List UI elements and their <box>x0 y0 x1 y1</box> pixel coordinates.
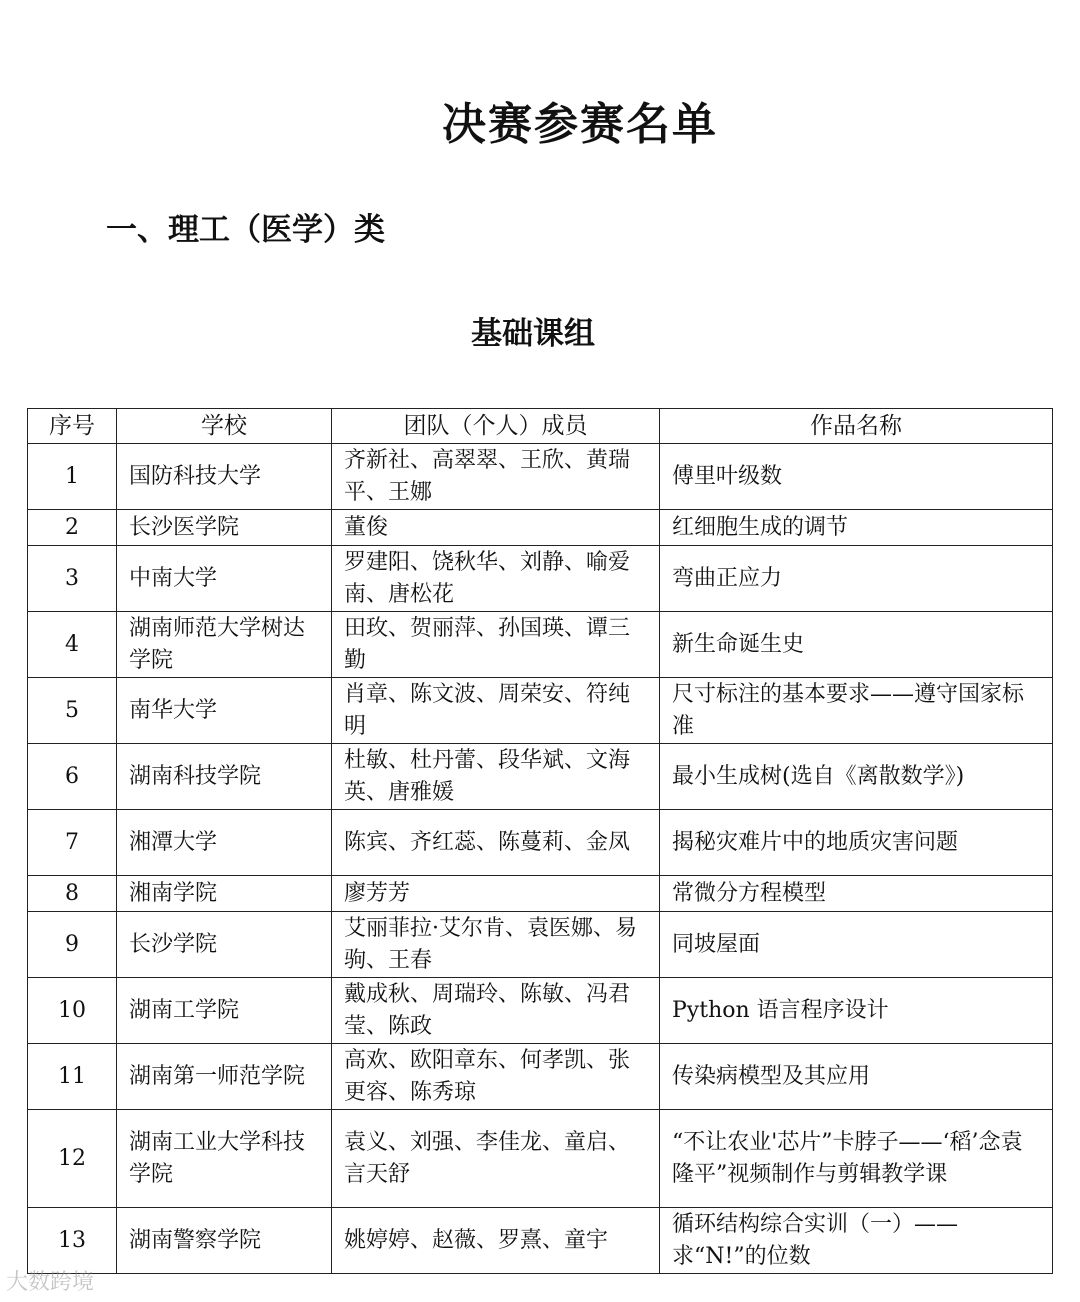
row-school: 湖南工业大学科技学院 <box>117 1110 332 1208</box>
row-work-title: 尺寸标注的基本要求——遵守国家标准 <box>660 678 1053 744</box>
row-school: 湖南警察学院 <box>117 1208 332 1274</box>
row-school: 南华大学 <box>117 678 332 744</box>
row-school: 湘潭大学 <box>117 810 332 876</box>
row-number: 12 <box>28 1110 117 1208</box>
row-work-title: “不让农业'芯片”卡脖子——‘稻’念袁隆平”视频制作与剪辑教学课 <box>660 1110 1053 1208</box>
row-work-title: 最小生成树(选自《离散数学》) <box>660 744 1053 810</box>
table-row <box>28 876 1053 912</box>
group-heading: 基础课组 <box>471 316 595 352</box>
row-number: 7 <box>28 810 117 876</box>
row-work-title: 揭秘灾难片中的地质灾害问题 <box>660 810 1053 876</box>
row-members: 戴成秋、周瑞玲、陈敏、冯君莹、陈政 <box>332 978 660 1044</box>
row-members: 罗建阳、饶秋华、刘静、喻爱南、唐松花 <box>332 546 660 612</box>
row-members: 艾丽菲拉·艾尔肯、袁医娜、易驹、王春 <box>332 912 660 978</box>
header-number: 序号 <box>28 409 117 444</box>
row-work-title: 循环结构综合实训（一）——求“N!”的位数 <box>660 1208 1053 1274</box>
table-row <box>28 546 1053 612</box>
header-work-title: 作品名称 <box>660 409 1053 444</box>
row-members: 高欢、欧阳章东、何孝凯、张更容、陈秀琼 <box>332 1044 660 1110</box>
row-number: 8 <box>28 876 117 912</box>
row-work-title: 传染病模型及其应用 <box>660 1044 1053 1110</box>
row-members: 田玫、贺丽萍、孙国瑛、谭三勤 <box>332 612 660 678</box>
section-heading: 一、理工（医学）类 <box>106 212 385 248</box>
row-school: 湖南师范大学树达学院 <box>117 612 332 678</box>
row-school: 国防科技大学 <box>117 444 332 510</box>
finalist-table <box>27 408 1053 1274</box>
row-work-title: 常微分方程模型 <box>660 876 1053 912</box>
table-row <box>28 744 1053 810</box>
row-members: 杜敏、杜丹蕾、段华斌、文海英、唐雅媛 <box>332 744 660 810</box>
table-row <box>28 1208 1053 1274</box>
row-work-title: 红细胞生成的调节 <box>660 510 1053 546</box>
header-school: 学校 <box>117 409 332 444</box>
row-school: 湖南第一师范学院 <box>117 1044 332 1110</box>
table-row <box>28 978 1053 1044</box>
row-number: 6 <box>28 744 117 810</box>
row-number: 11 <box>28 1044 117 1110</box>
table-row <box>28 1110 1053 1208</box>
row-work-title: 弯曲正应力 <box>660 546 1053 612</box>
row-members: 姚婷婷、赵薇、罗熹、童宇 <box>332 1208 660 1274</box>
table-row <box>28 678 1053 744</box>
row-school: 湖南科技学院 <box>117 744 332 810</box>
table-header-row <box>28 409 1053 444</box>
row-school: 长沙学院 <box>117 912 332 978</box>
table-row <box>28 912 1053 978</box>
row-members: 陈宾、齐红蕊、陈蔓莉、金凤 <box>332 810 660 876</box>
row-number: 13 <box>28 1208 117 1274</box>
row-work-title: Python 语言程序设计 <box>660 978 1053 1044</box>
row-school: 湘南学院 <box>117 876 332 912</box>
row-members: 廖芳芳 <box>332 876 660 912</box>
row-members: 董俊 <box>332 510 660 546</box>
table-row <box>28 1044 1053 1110</box>
row-work-title: 新生命诞生史 <box>660 612 1053 678</box>
table-row <box>28 444 1053 510</box>
table-row <box>28 810 1053 876</box>
table-row <box>28 612 1053 678</box>
row-number: 5 <box>28 678 117 744</box>
row-school: 中南大学 <box>117 546 332 612</box>
row-members: 齐新社、高翠翠、王欣、黄瑞平、王娜 <box>332 444 660 510</box>
row-school: 长沙医学院 <box>117 510 332 546</box>
row-number: 2 <box>28 510 117 546</box>
row-number: 4 <box>28 612 117 678</box>
row-members: 袁义、刘强、李佳龙、童启、言天舒 <box>332 1110 660 1208</box>
table-row <box>28 510 1053 546</box>
row-number: 10 <box>28 978 117 1044</box>
watermark: 大数跨境 <box>6 1270 95 1295</box>
row-work-title: 同坡屋面 <box>660 912 1053 978</box>
row-school: 湖南工学院 <box>117 978 332 1044</box>
row-work-title: 傅里叶级数 <box>660 444 1053 510</box>
row-number: 1 <box>28 444 117 510</box>
row-members: 肖章、陈文波、周荣安、符纯明 <box>332 678 660 744</box>
document-title: 决赛参赛名单 <box>442 99 718 150</box>
row-number: 3 <box>28 546 117 612</box>
row-number: 9 <box>28 912 117 978</box>
header-members: 团队（个人）成员 <box>332 409 660 444</box>
